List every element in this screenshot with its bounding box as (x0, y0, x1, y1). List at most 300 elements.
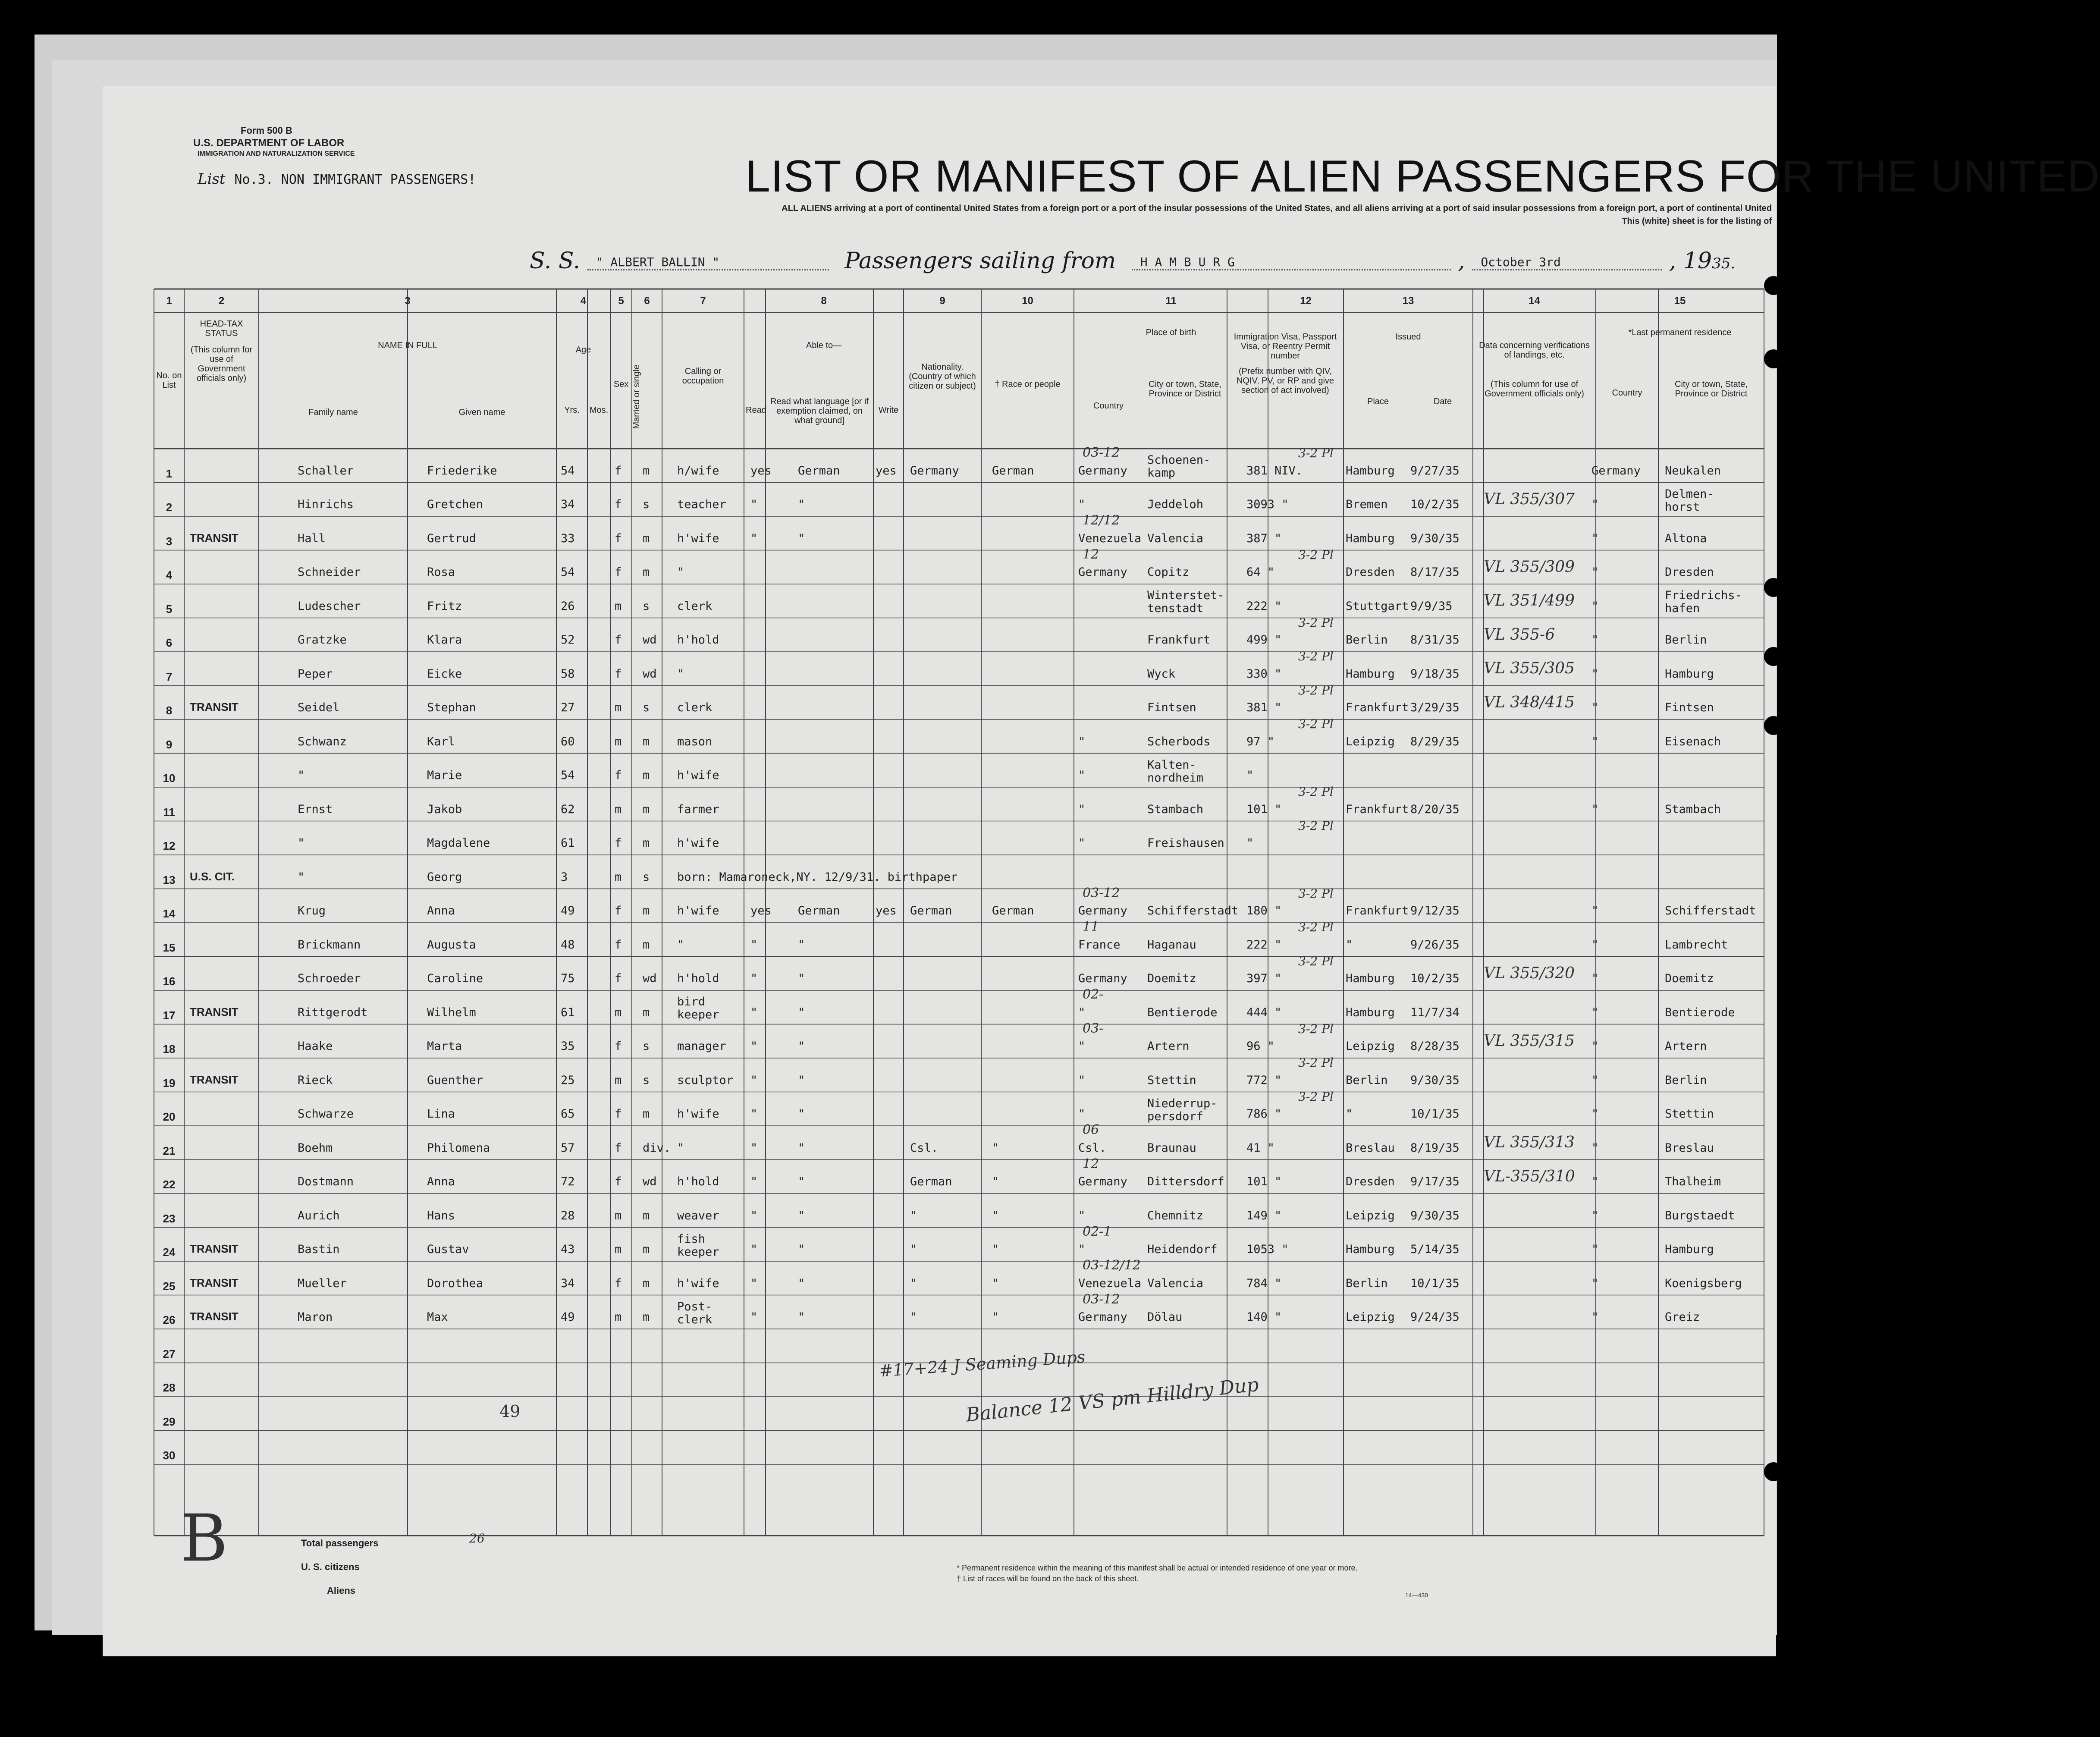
manifest-sheet (103, 86, 2100, 1656)
issued-place: Leipzig (1346, 1310, 1395, 1324)
occupation: clerk (677, 1313, 713, 1326)
row-number: 4 (166, 569, 173, 581)
landing-verification-note: VL 355-6 (1484, 625, 1555, 644)
head-birth-city: City or town, State, Province or District (1149, 380, 1221, 399)
age-years: 58 (561, 667, 575, 681)
head-able-to: Able to— (806, 341, 842, 350)
race: " (992, 1141, 999, 1155)
head-place-of-birth: Place of birth (1146, 328, 1196, 337)
residence-city: Hamburg (1665, 1243, 1714, 1256)
head-married: Married or single (632, 364, 641, 429)
page-number: 49 (499, 1402, 521, 1421)
sex: m (615, 599, 622, 613)
residence-city: Delmen- (1665, 487, 1714, 501)
age-years: 26 (561, 599, 575, 613)
given-name: Marie (427, 769, 462, 782)
row-number: 11 (163, 805, 175, 819)
row-number: 22 (163, 1178, 176, 1191)
row-number: 28 (163, 1381, 176, 1394)
occupation: keeper (677, 1245, 719, 1259)
issued-place: Bremen (1346, 498, 1388, 511)
birth-city: Valencia (1147, 531, 1204, 545)
head-race: † Race or people (995, 380, 1061, 389)
occupation: keeper (677, 1008, 719, 1021)
birth-country: " (1078, 1107, 1086, 1121)
occupation: sculptor (677, 1073, 734, 1087)
can-read: " (750, 498, 758, 511)
marital-status: m (643, 1243, 650, 1256)
marital-status: wd (643, 667, 657, 681)
marital-status: m (643, 531, 650, 545)
birth-city: Bentierode (1147, 1005, 1218, 1019)
instructions-text (430, 202, 1772, 228)
landing-verification-note: VL 355/315 (1484, 1032, 1575, 1050)
family-name: Bastin (298, 1243, 340, 1256)
birth-country: Germany (1078, 1310, 1127, 1324)
given-name: Magdalene (427, 836, 490, 850)
family-name: Brickmann (298, 938, 361, 952)
visa-annotation: 3-2 Pl (1298, 717, 1334, 731)
occupation: h'wife (677, 769, 719, 782)
punch-hole (1764, 578, 1783, 597)
residence-country: " (1591, 1005, 1599, 1019)
residence-city: Berlin (1665, 1073, 1707, 1087)
can-read: yes (750, 464, 772, 477)
age-years: 25 (561, 1073, 575, 1087)
visa-annotation: 3-2 Pl (1298, 1021, 1334, 1036)
total-passengers-value: 26 (469, 1531, 485, 1545)
residence-city: Stettin (1665, 1107, 1714, 1121)
occupation: born: Mamaroneck,NY. 12/9/31. birthpaper (677, 870, 958, 884)
birth-city: Schifferstadt (1147, 904, 1239, 917)
age-years: 61 (561, 1005, 575, 1019)
residence-country: " (1591, 904, 1599, 917)
head-no-on-list: No. on List (156, 371, 182, 390)
sex: f (615, 498, 622, 511)
birth-city: Haganau (1147, 938, 1196, 952)
family-name: " (298, 836, 305, 850)
country-code-note: 03- (1083, 1021, 1104, 1036)
column-number: 8 (821, 295, 827, 307)
read-language: " (798, 498, 805, 511)
family-name: " (298, 769, 305, 782)
birth-city: Kalten- (1147, 758, 1196, 772)
occupation: h'wife (677, 531, 719, 545)
issued-place: Frankfurt (1346, 701, 1409, 714)
punch-hole (1764, 1462, 1783, 1481)
country-code-note: 02- (1083, 987, 1104, 1002)
family-name: Haake (298, 1040, 333, 1053)
read-language: " (798, 1040, 805, 1053)
issued-date: 9/17/35 (1410, 1175, 1460, 1188)
head-write: Write (878, 405, 899, 415)
visa-annotation: 3-2 Pl (1298, 615, 1334, 630)
can-read: " (750, 1243, 758, 1256)
sex: m (615, 701, 622, 714)
row-number: 21 (163, 1144, 176, 1157)
read-language: " (798, 1175, 805, 1188)
country-code-note: 03-12 (1083, 445, 1120, 460)
head-head-tax: HEAD-TAX STATUS (200, 319, 243, 338)
row-number: 30 (163, 1449, 176, 1462)
marital-status: s (643, 1073, 650, 1087)
residence-city: Neukalen (1665, 464, 1721, 477)
ship-name: " ALBERT BALLIN " (587, 255, 829, 270)
visa-number: 499 " (1246, 633, 1282, 647)
column-number: 4 (580, 295, 587, 307)
issued-date: 9/26/35 (1410, 938, 1460, 952)
family-name: Mueller (298, 1276, 347, 1290)
marital-status: m (643, 802, 650, 816)
visa-number: 444 " (1246, 1005, 1282, 1019)
age-years: 75 (561, 972, 575, 985)
landing-verification-note: VL 355/320 (1484, 964, 1575, 982)
head-sex: Sex (613, 380, 629, 389)
age-years: 43 (561, 1243, 575, 1256)
family-name: Schaller (298, 464, 354, 477)
sex: m (615, 1005, 622, 1019)
visa-number: 381 " (1246, 701, 1282, 714)
given-name: Friederike (427, 464, 497, 477)
marital-status: m (643, 1276, 650, 1290)
can-read: " (750, 1175, 758, 1188)
race: German (992, 464, 1034, 477)
occupation: manager (677, 1040, 726, 1053)
residence-country: " (1591, 701, 1599, 714)
row-number: 9 (166, 738, 173, 751)
footnote-races: † List of races will be found on the back of this sheet. (957, 1574, 1139, 1583)
birth-city: tenstadt (1147, 602, 1204, 615)
birth-city: persdorf (1147, 1109, 1204, 1123)
head-visa: Immigration Visa, Passport Visa, or Reentry Permit number (1234, 332, 1337, 361)
given-name: Georg (427, 870, 462, 884)
issued-date: 9/30/35 (1410, 531, 1460, 545)
given-name: Rosa (427, 565, 455, 579)
head-visa-note: (Prefix number with QIV, NQIV, PV, or RP and give section of act involved) (1236, 367, 1334, 395)
head-tax-stamp: TRANSIT (190, 1310, 239, 1323)
aliens-label: Aliens (327, 1585, 356, 1596)
read-language: " (798, 531, 805, 545)
bottom-note-1: #17+24 J Seaming Dups (879, 1347, 1086, 1381)
given-name: Dorothea (427, 1276, 483, 1290)
visa-number: 222 " (1246, 599, 1282, 613)
landing-verification-note: VL 355/309 (1484, 558, 1575, 576)
sex: f (615, 1276, 622, 1290)
occupation: " (677, 667, 684, 681)
age-years: 33 (561, 531, 575, 545)
row-number: 18 (163, 1043, 176, 1055)
department-label: U.S. DEPARTMENT OF LABOR (193, 137, 345, 149)
punch-hole (1764, 349, 1783, 368)
sailing-label: Passengers sailing from (844, 248, 1116, 274)
residence-city: Greiz (1665, 1310, 1700, 1324)
marital-status: s (643, 498, 650, 511)
family-name: Hinrichs (298, 498, 354, 511)
issued-place: " (1346, 938, 1353, 952)
family-name: Hall (298, 531, 326, 545)
sex: f (615, 667, 622, 681)
visa-number: 101 " (1246, 1175, 1282, 1188)
can-write: yes (876, 464, 897, 477)
occupation: clerk (677, 701, 713, 714)
sex: m (615, 802, 622, 816)
landing-verification-note: VL 355/307 (1484, 490, 1575, 508)
visa-annotation: 3-2 Pl (1298, 1089, 1334, 1104)
country-code-note: 03-12/12 (1083, 1258, 1141, 1273)
visa-annotation: 3-2 Pl (1298, 886, 1334, 901)
residence-city: Koenigsberg (1665, 1276, 1742, 1290)
head-last-residence: *Last permanent residence (1628, 328, 1732, 337)
issued-date: 10/2/35 (1410, 972, 1460, 985)
issued-place: Frankfurt (1346, 802, 1409, 816)
issued-date: 9/18/35 (1410, 667, 1460, 681)
issued-date: 5/14/35 (1410, 1243, 1460, 1256)
residence-city: Altona (1665, 531, 1707, 545)
occupation: h'wife (677, 1107, 719, 1121)
column-number: 11 (1165, 295, 1177, 307)
instructions-line-2: This (white) sheet is for the listing of (1622, 217, 1772, 226)
column-number: 10 (1022, 295, 1033, 307)
family-name: Schwarze (298, 1107, 354, 1121)
occupation: clerk (677, 599, 713, 613)
residence-country: " (1591, 972, 1599, 985)
read-language: " (798, 1005, 805, 1019)
residence-city: Burgstaedt (1665, 1209, 1735, 1222)
can-read: " (750, 938, 758, 952)
residence-city: hafen (1665, 602, 1700, 615)
occupation: h'wife (677, 836, 719, 850)
given-name: Anna (427, 1175, 455, 1188)
country-code-note: 12 (1083, 547, 1099, 562)
read-language: " (798, 1310, 805, 1324)
age-years: 54 (561, 464, 575, 477)
sex: m (615, 1243, 622, 1256)
row-number: 1 (166, 467, 173, 480)
marital-status: m (643, 1107, 650, 1121)
visa-annotation: 3-2 Pl (1298, 1055, 1334, 1070)
total-passengers-label: Total passengers (301, 1538, 379, 1549)
form-code: 14—430 (1405, 1592, 1428, 1599)
landing-verification-note: VL 348/415 (1484, 693, 1575, 711)
visa-number: 772 " (1246, 1073, 1282, 1087)
residence-country: " (1591, 633, 1599, 647)
birth-city: Braunau (1147, 1141, 1196, 1155)
marital-status: m (643, 735, 650, 748)
year-prefix: 19 (1683, 248, 1712, 274)
residence-city: Lambrecht (1665, 938, 1728, 952)
corner-letter: B (180, 1501, 228, 1576)
family-name: Schneider (298, 565, 361, 579)
issued-place: Hamburg (1346, 1005, 1395, 1019)
sex: m (615, 1310, 622, 1324)
row-number: 3 (166, 534, 173, 548)
given-name: Anna (427, 904, 455, 917)
can-read: " (750, 1209, 758, 1222)
column-number: 9 (939, 295, 945, 307)
read-language: " (798, 1243, 805, 1256)
birth-city: nordheim (1147, 771, 1204, 785)
row-number: 17 (163, 1008, 176, 1022)
marital-status: m (643, 904, 650, 917)
birth-city: Artern (1147, 1040, 1190, 1053)
issued-place: Frankfurt (1346, 904, 1409, 917)
issued-date: 10/1/35 (1410, 1107, 1460, 1121)
nationality: " (910, 1310, 917, 1324)
head-tax-stamp: TRANSIT (190, 1276, 239, 1289)
issued-place: Dresden (1346, 1175, 1395, 1188)
birth-city: kamp (1147, 466, 1176, 480)
column-number: 12 (1300, 295, 1312, 307)
country-code-note: 06 (1083, 1122, 1099, 1137)
birth-country: " (1078, 802, 1086, 816)
residence-city: Thalheim (1665, 1175, 1721, 1188)
residence-city: Fintsen (1665, 701, 1714, 714)
head-issued: Issued (1395, 332, 1421, 342)
age-years: 72 (561, 1175, 575, 1188)
visa-number: 397 " (1246, 972, 1282, 985)
age-years: 48 (561, 938, 575, 952)
sex: m (615, 735, 622, 748)
issued-date: 10/2/35 (1410, 498, 1460, 511)
given-name: Hans (427, 1209, 455, 1222)
visa-annotation: 3-2 Pl (1298, 920, 1334, 934)
visa-number: 97 " (1246, 735, 1275, 748)
age-years: 57 (561, 1141, 575, 1155)
residence-city: Schifferstadt (1665, 904, 1756, 917)
row-number: 25 (163, 1279, 176, 1293)
occupation: " (677, 938, 684, 952)
family-name: Seidel (298, 701, 340, 714)
sex: f (615, 904, 622, 917)
birth-city: Stambach (1147, 802, 1204, 816)
issued-place: Dresden (1346, 565, 1395, 579)
visa-number: 41 " (1246, 1141, 1275, 1155)
age-years: 34 (561, 1276, 575, 1290)
issued-place: Hamburg (1346, 531, 1395, 545)
residence-country: " (1591, 1209, 1599, 1222)
visa-number: 140 " (1246, 1310, 1282, 1324)
head-res-city: City or town, State, Province or District (1675, 380, 1748, 399)
visa-number: 381 NIV. (1246, 464, 1303, 477)
age-years: 65 (561, 1107, 575, 1121)
given-name: Gertrud (427, 531, 476, 545)
visa-annotation: 3-2 Pl (1298, 547, 1334, 562)
given-name: Guenther (427, 1073, 483, 1087)
head-family-name: Family name (308, 408, 358, 417)
head-given-name: Given name (458, 408, 505, 417)
read-language: " (798, 1209, 805, 1222)
column-number: 14 (1529, 295, 1540, 307)
occupation: Post- (677, 1300, 713, 1313)
row-number: 13 (163, 873, 176, 886)
occupation: fish (677, 1232, 706, 1246)
row-number: 23 (163, 1212, 176, 1225)
head-yrs: Yrs. (564, 405, 580, 415)
birth-country: Germany (1078, 1175, 1127, 1188)
race: " (992, 1243, 999, 1256)
residence-country: " (1591, 1243, 1599, 1256)
country-code-note: 02-1 (1083, 1224, 1112, 1239)
residence-country: " (1591, 667, 1599, 681)
issued-place: Leipzig (1346, 735, 1395, 748)
marital-status: m (643, 769, 650, 782)
visa-number: 784 " (1246, 1276, 1282, 1290)
head-tax-stamp: TRANSIT (190, 1242, 239, 1255)
given-name: Marta (427, 1040, 462, 1053)
landing-verification-note: VL 355/305 (1484, 660, 1575, 677)
read-language: " (798, 1276, 805, 1290)
sex: f (615, 769, 622, 782)
sex: f (615, 565, 622, 579)
marital-status: m (643, 565, 650, 579)
residence-city: Berlin (1665, 633, 1707, 647)
residence-city: Bentierode (1665, 1005, 1735, 1019)
visa-number: 222 " (1246, 938, 1282, 952)
issued-date: 8/19/35 (1410, 1141, 1460, 1155)
sex: f (615, 531, 622, 545)
marital-status: m (643, 1310, 650, 1324)
birth-country: " (1078, 1073, 1086, 1087)
bottom-note-2: Balance 12 VS pm Hilldry Dup (965, 1373, 1260, 1426)
read-language: German (798, 904, 840, 917)
can-read: " (750, 1107, 758, 1121)
column-number: 5 (618, 295, 624, 307)
head-head-tax-note: (This column for use of Government officials only) (190, 345, 253, 383)
punch-hole (1764, 647, 1783, 666)
visa-number: 3093 " (1246, 498, 1289, 511)
column-number: 15 (1674, 295, 1686, 307)
birth-city: Wyck (1147, 667, 1176, 681)
list-label: List (198, 170, 226, 188)
residence-city: Eisenach (1665, 735, 1721, 748)
list-value: No.3. NON IMMIGRANT PASSENGERS! (234, 172, 476, 187)
marital-status: s (643, 599, 650, 613)
family-name: Krug (298, 904, 326, 917)
birth-city: Dittersdorf (1147, 1175, 1224, 1188)
visa-annotation: 3-2 Pl (1298, 446, 1334, 460)
birth-city: Niederrup- (1147, 1096, 1218, 1110)
issued-date: 9/30/35 (1410, 1073, 1460, 1087)
sex: f (615, 1141, 622, 1155)
form-number: Form 500 B (241, 125, 292, 136)
instructions-line-1: ALL ALIENS arriving at a port of continental United States from a foreign port or a port of the insular possessions of the United States, and all aliens arriving at a port of said insular possessions from a foreign port, a port of continental United (782, 204, 1772, 213)
residence-city: horst (1665, 500, 1700, 514)
marital-status: m (643, 464, 650, 477)
occupation: farmer (677, 802, 719, 816)
marital-status: wd (643, 972, 657, 985)
age-years: 35 (561, 1040, 575, 1053)
occupation: bird (677, 995, 706, 1008)
row-number: 14 (163, 907, 176, 920)
birth-city: Frankfurt (1147, 633, 1211, 647)
issued-date: 8/17/35 (1410, 565, 1460, 579)
read-language: " (798, 1073, 805, 1087)
occupation: h'wife (677, 904, 719, 917)
issued-place: " (1346, 1107, 1353, 1121)
age-years: 52 (561, 633, 575, 647)
birth-country: " (1078, 769, 1086, 782)
occupation: h'hold (677, 633, 719, 647)
age-years: 61 (561, 836, 575, 850)
nationality: German (910, 904, 952, 917)
birth-city: Copitz (1147, 565, 1190, 579)
birth-country: " (1078, 1243, 1086, 1256)
residence-country: " (1591, 802, 1599, 816)
issued-place: Hamburg (1346, 1243, 1395, 1256)
given-name: Philomena (427, 1141, 490, 1155)
marital-status: wd (643, 633, 657, 647)
country-code-note: 03-12 (1083, 885, 1120, 901)
